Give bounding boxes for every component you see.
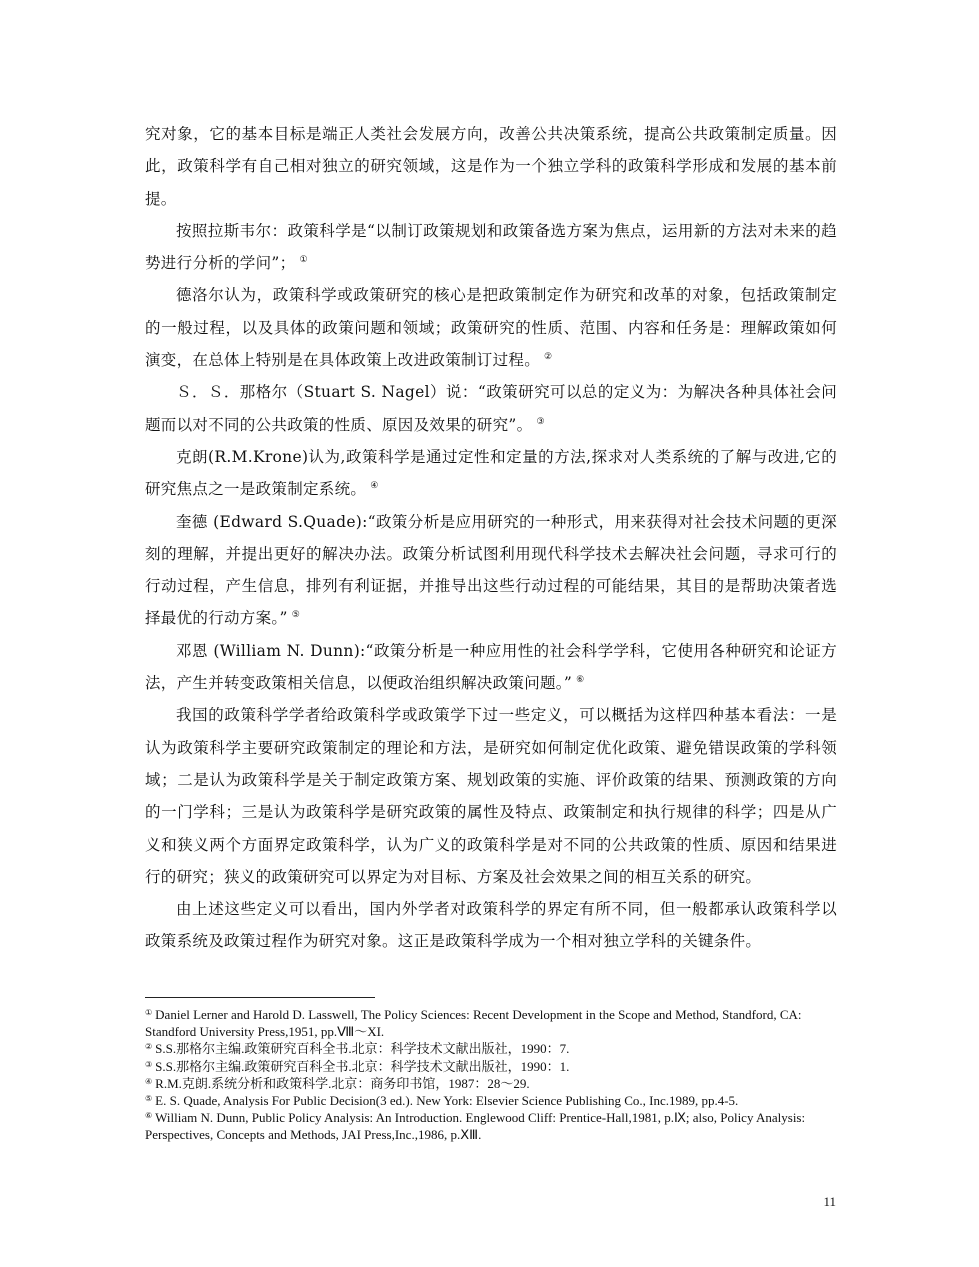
footnote-mark: ④ bbox=[145, 1076, 153, 1086]
footnote-mark: ① bbox=[145, 1008, 153, 1017]
footnote-ref[interactable]: ⑤ bbox=[291, 610, 301, 621]
body-text bbox=[145, 118, 837, 958]
paragraph: 我国的政策科学学者给政策科学或政策学下过一些定义，可以概括为这样四种基本看法：一是认为政策科学主要研究政策制定的理论和方法，是研究如何制定优化政策、避免错误政策的学科领域；二是认为政策科学是关于制定政策方案、规划政策的实施、评价政策的结果、预测政策的方向的一门学科；三是认为政策科学是研究政策的属性及特点、政策制定和执行规律的科学；四是从广义和狭义两个方面界定政策科学，认为广义的政策科学是对不同的公共政策的性质、原因和结果进行的研究；狭义的政策研究可以界定为对目标、方案及社会效果之间的相互关系的研究。 bbox=[145, 706, 837, 886]
footnote-ref[interactable]: ① bbox=[299, 255, 308, 266]
paragraph: 奎德 (Edward S.Quade):“政策分析是应用研究的一种形式，用来获得对社会技术问题的更深刻的理解，并提出更好的解决办法。政策分析试图利用现代科学技术去解决社会问题，寻求可行的行动过程，产生信息，排列有利证据，并推导出这些行动过程的可能结果，其目的是帮助决策者选择最优的行动方案。” ⑤ bbox=[145, 512, 837, 628]
footnote-ref[interactable]: ④ bbox=[370, 481, 379, 492]
paragraph: Ｓ．Ｓ．那格尔（Stuart S. Nagel）说：“政策研究可以总的定义为：为解决各种具体社会问题而以对不同的公共政策的性质、原因及效果的研究”。 ③ bbox=[145, 383, 837, 434]
footnote: ⑤ E. S. Quade, Analysis For Public Decision(3 ed.). New York: Elsevier Science Publishing Co., Inc.1989, pp.4-5. bbox=[145, 1093, 739, 1109]
paragraph: 按照拉斯韦尔：政策科学是“以制订政策规划和政策备选方案为焦点，运用新的方法对未来的趋势进行分析的学问”； ① bbox=[145, 221, 837, 273]
footnote: ① Daniel Lerner and Harold D. Lasswell, The Policy Sciences: Recent Development in the Scope and Method, Standford, CA: Standford University Press,1951, pp.Ⅷ～XI. bbox=[145, 1007, 802, 1040]
page-number: 11 bbox=[823, 1194, 836, 1209]
footnote: ④ R.M.克朗.系统分析和政策科学.北京：商务印书馆，1987：28～29. bbox=[145, 1075, 530, 1091]
footnote-mark: ⑥ bbox=[145, 1111, 153, 1121]
footnotes bbox=[145, 1006, 837, 1144]
footnote-mark: ③ bbox=[145, 1059, 153, 1069]
footnote: ② S.S.那格尔主编.政策研究百科全书.北京：科学技术文献出版社，1990：7. bbox=[145, 1041, 570, 1057]
paragraph: 究对象，它的基本目标是端正人类社会发展方向，改善公共决策系统，提高公共政策制定质量。因此，政策科学有自己相对独立的研究领域，这是作为一个独立学科的政策科学形成和发展的基本前提。 bbox=[145, 125, 837, 208]
footnote: ⑥ William N. Dunn, Public Policy Analysis: An Introduction. Englewood Cliff: Prentice-Hall,1981, p.Ⅸ; also, Policy Analysis: Perspectives, Concepts and Methods, JAI Press,Inc.,1986, p.ⅩⅢ. bbox=[145, 1110, 806, 1143]
footnote-ref[interactable]: ⑥ bbox=[576, 675, 585, 686]
footnote-ref[interactable]: ③ bbox=[536, 416, 545, 427]
footnote-mark: ⑤ bbox=[145, 1094, 153, 1104]
paragraph: 由上述这些定义可以看出，国内外学者对政策科学的界定有所不同，但一般都承认政策科学以政策系统及政策过程作为研究对象。这正是政策科学成为一个相对独立学科的关键条件。 bbox=[145, 900, 837, 951]
paragraph: 邓恩 (William N. Dunn):“政策分析是一种应用性的社会科学学科，它使用各种研究和论证方法，产生并转变政策相关信息，以便政治组织解决政策问题。” ⑥ bbox=[145, 641, 837, 693]
footnote-ref[interactable]: ② bbox=[544, 352, 553, 363]
footnote-separator bbox=[145, 997, 375, 998]
footnote-mark: ② bbox=[145, 1042, 153, 1052]
footnote: ③ S.S.那格尔主编.政策研究百科全书.北京：科学技术文献出版社，1990：1. bbox=[145, 1058, 570, 1074]
paragraph: 克朗(R.M.Krone)认为,政策科学是通过定性和定量的方法,探求对人类系统的了解与改进,它的研究焦点之一是政策制定系统。 ④ bbox=[145, 447, 837, 499]
paragraph: 德洛尔认为，政策科学或政策研究的核心是把政策制定作为研究和改革的对象，包括政策制定的一般过程，以及具体的政策问题和领域；政策研究的性质、范围、内容和任务是：理解政策如何演变，在总体上特别是在具体政策上改进政策制订过程。 ② bbox=[145, 286, 837, 370]
